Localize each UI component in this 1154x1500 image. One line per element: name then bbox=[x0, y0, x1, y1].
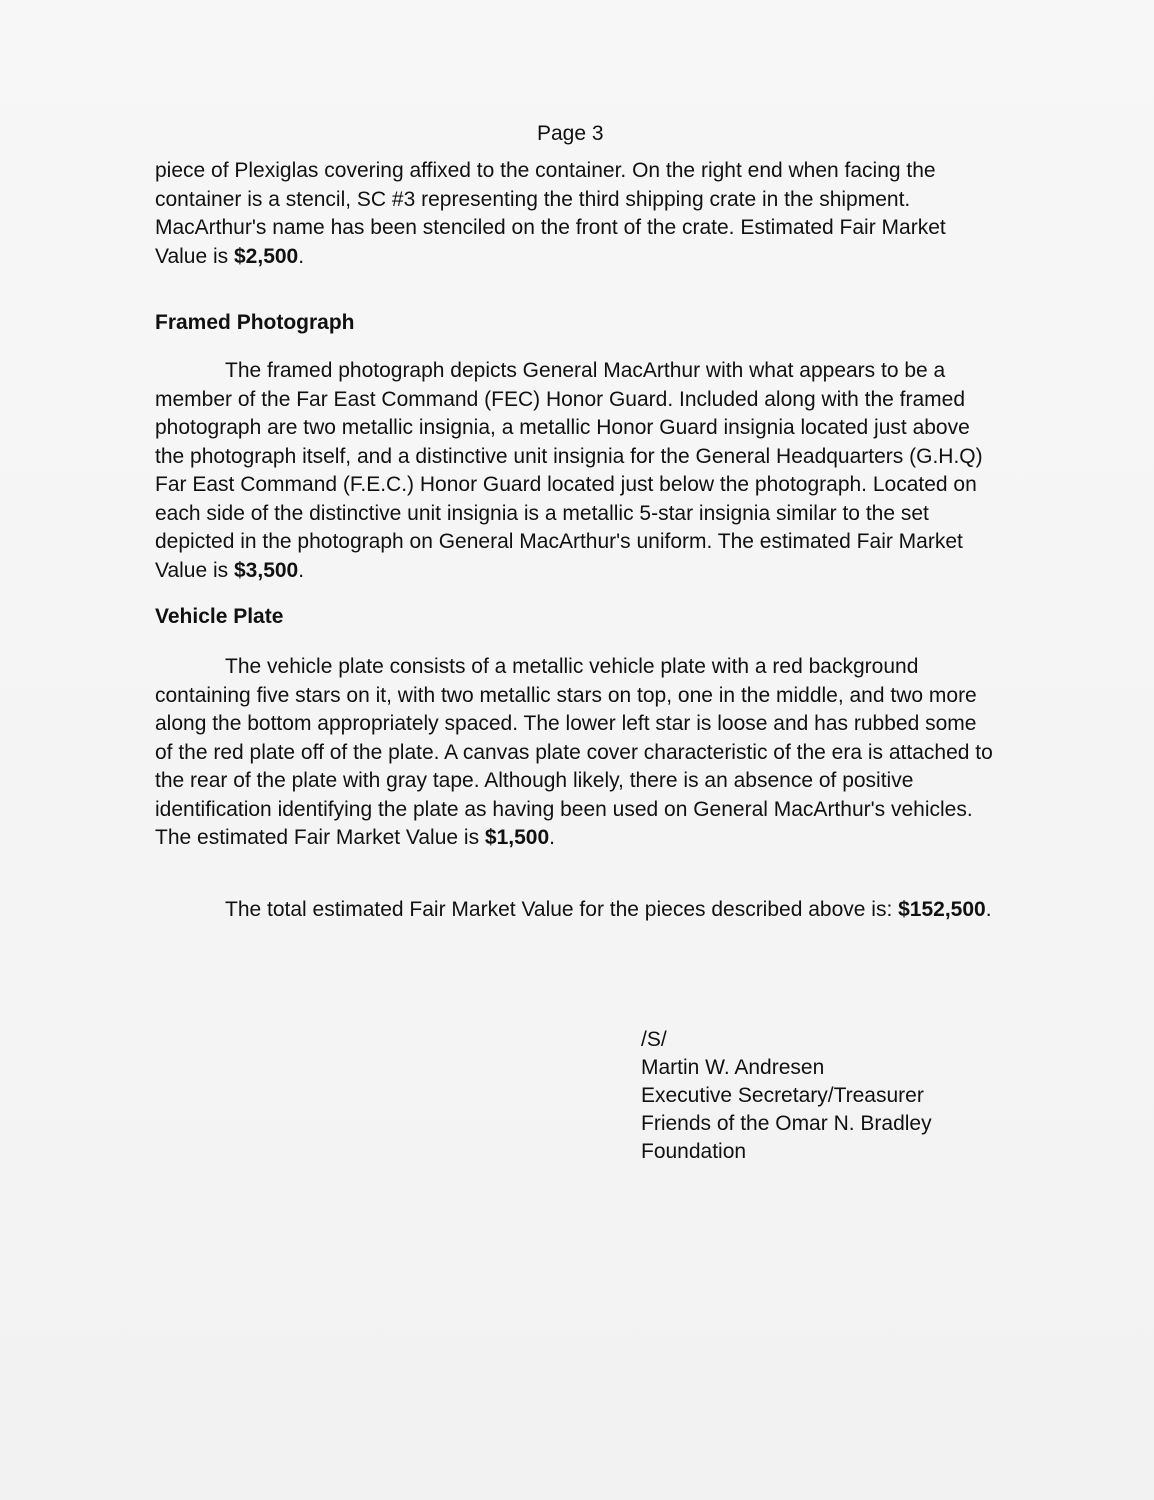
heading-vehicle-plate: Vehicle Plate bbox=[155, 605, 284, 628]
paragraph-framed-photograph: The framed photograph depicts General MacArthur with what appears to be a member of the Far East Command (FEC) Honor Guard. Included along with the framed photograph are two metallic insignia, a metallic Honor Guard insignia located just above the photograph itself, and a distinctive unit insignia for the General Headquarters (G.H.Q) Far East Command (F.E.C.) Honor Guard located just below the photograph. Located on each side of the distinctive unit insignia is a metallic 5-star insignia similar to the set depicted in the photograph on General MacArthur's uniform. The estimated Fair Market Value is $3,500. bbox=[155, 359, 983, 582]
total-value: $152,500 bbox=[898, 898, 986, 921]
signer-name: Martin W. Andresen bbox=[641, 1056, 825, 1079]
paragraph-total: The total estimated Fair Market Value for the pieces described above is: $152,500. bbox=[225, 898, 992, 921]
signature-block bbox=[641, 1026, 932, 1166]
signature-mark: /S/ bbox=[641, 1028, 667, 1051]
signer-org-line1: Friends of the Omar N. Bradley bbox=[641, 1112, 932, 1135]
signer-title: Executive Secretary/Treasurer bbox=[641, 1084, 924, 1107]
page-number: Page 3 bbox=[537, 122, 604, 145]
paragraph-vehicle-plate: The vehicle plate consists of a metallic vehicle plate with a red background containing five stars on it, with two metallic stars on top, one in the middle, and two more along the bottom appropriately spaced. The lower left star is loose and has rubbed some of the red plate off of the plate. A canvas plate cover characteristic of the era is attached to the rear of the plate with gray tape. Although likely, there is an absence of positive identification identifying the plate as having been used on General MacArthur's vehicles. The estimated Fair Market Value is $1,500. bbox=[155, 655, 993, 849]
crate-value: $2,500 bbox=[234, 244, 299, 268]
paragraph-vehicle-text: The vehicle plate consists of a metallic vehicle plate with a red background containing five stars on it, with two metallic stars on top, one in the middle, and two more along the bottom appropriately spaced. The lower left star is loose and has rubbed some of the red plate off of the plate. A canvas plate cover characteristic of the era is attached to the rear of the plate with gray tape. Although likely, there is an absence of positive identification identifying the plate as having been used on General MacArthur's vehicles. The estimated Fair Market Value is bbox=[155, 655, 993, 849]
framed-photograph-value: $3,500 bbox=[234, 558, 299, 582]
paragraph-total-text: The total estimated Fair Market Value for the pieces described above is: bbox=[225, 898, 899, 921]
heading-framed-photograph: Framed Photograph bbox=[155, 311, 355, 334]
paragraph-crate-text: piece of Plexiglas covering affixed to the container. On the right end when facing the container is a stencil, SC #3 representing the third shipping crate in the shipment. MacArthur's name has been stenciled on the front of the crate. Estimated Fair Market Value is bbox=[155, 159, 946, 268]
signer-org-line2: Foundation bbox=[641, 1140, 747, 1163]
paragraph-framed-text: The framed photograph depicts General MacArthur with what appears to be a member of the Far East Command (FEC) Honor Guard. Included along with the framed photograph are two metallic insignia, a metallic Honor Guard insignia located just above the photograph itself, and a distinctive unit insignia for the General Headquarters (G.H.Q) Far East Command (F.E.C.) Honor Guard located just below the photograph. Located on each side of the distinctive unit insignia is a metallic 5-star insignia similar to the set depicted in the photograph on General MacArthur's uniform. The estimated Fair Market Value is bbox=[155, 359, 983, 582]
paragraph-crate: piece of Plexiglas covering affixed to the container. On the right end when facing the container is a stencil, SC #3 representing the third shipping crate in the shipment. MacArthur's name has been stenciled on the front of the crate. Estimated Fair Market Value is $2,500. bbox=[155, 159, 946, 268]
vehicle-plate-value: $1,500 bbox=[484, 826, 550, 849]
